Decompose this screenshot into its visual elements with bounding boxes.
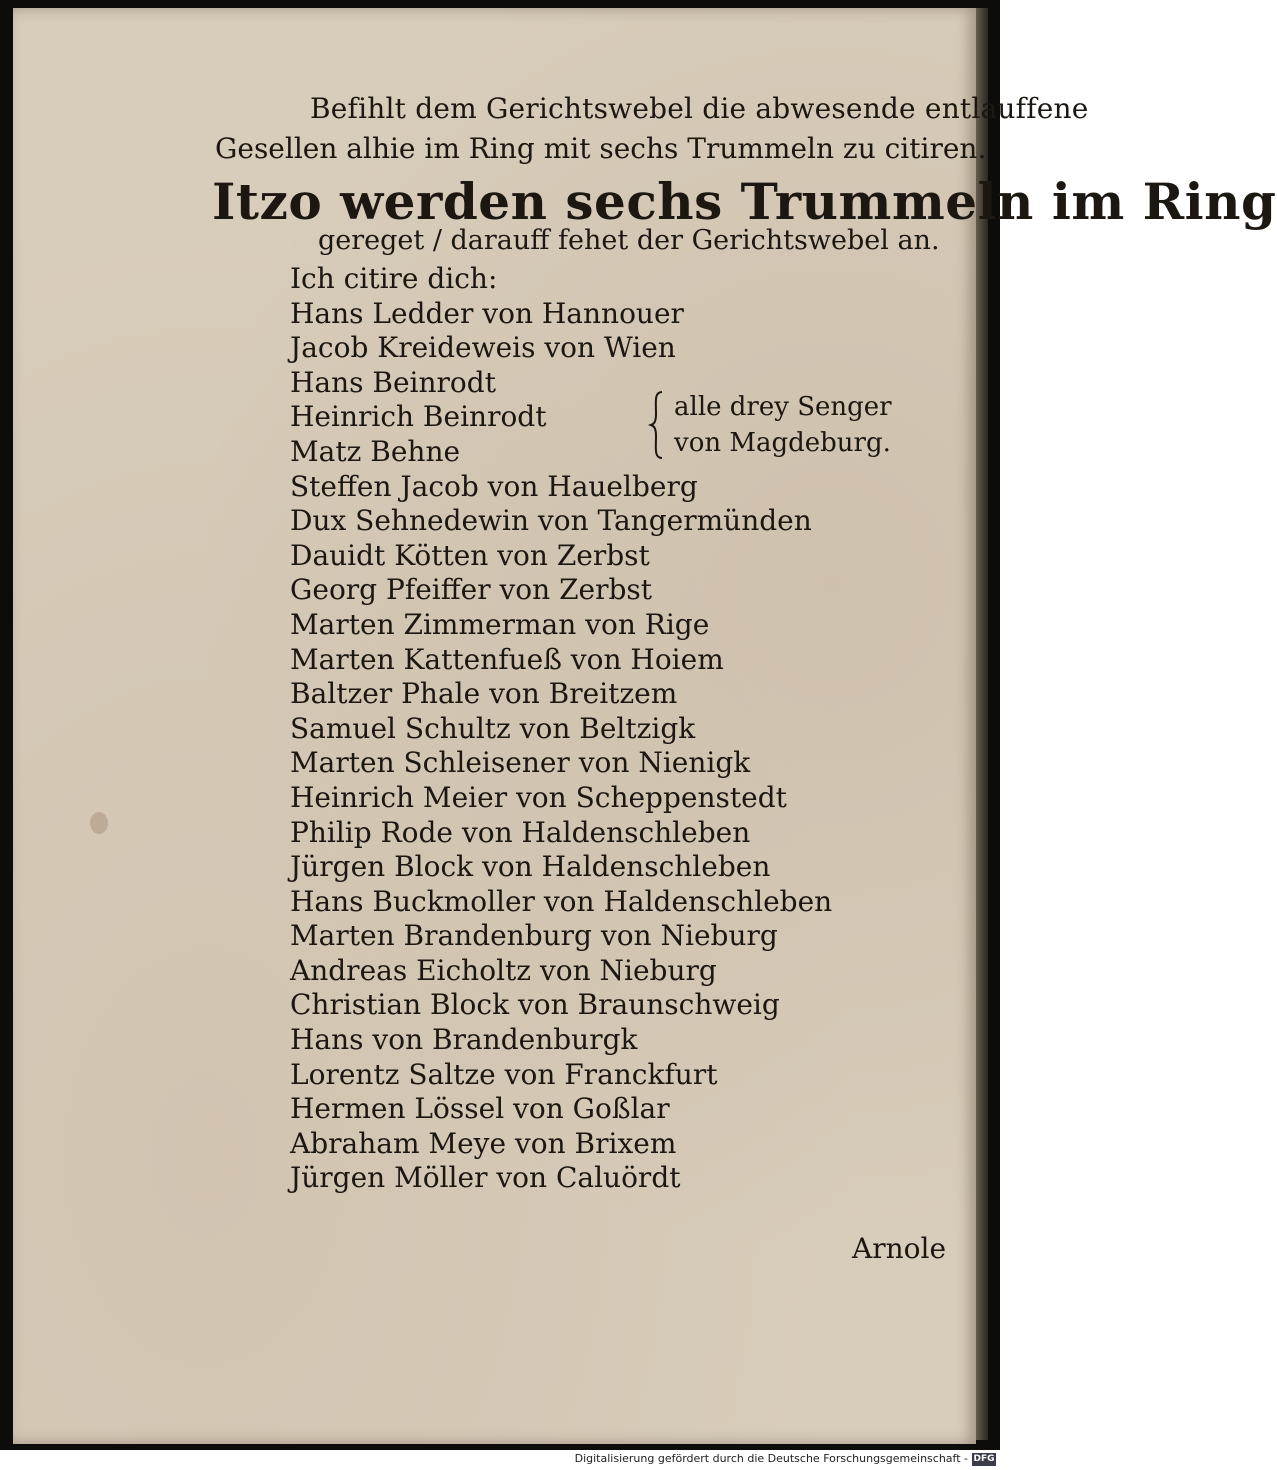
- name-entry: Jürgen Möller von Caluördt: [290, 1161, 681, 1195]
- name-entry: Steffen Jacob von Hauelberg: [290, 469, 698, 503]
- bracket-note-line-2: von Magdeburg.: [674, 428, 891, 458]
- name-entry: Hans Buckmoller von Haldenschleben: [290, 884, 833, 918]
- name-entry: Jürgen Block von Haldenschleben: [290, 850, 771, 884]
- name-entry: Matz Behne: [290, 434, 461, 468]
- name-entry: Andreas Eicholtz von Nieburg: [290, 953, 717, 987]
- name-entry: Hans von Brandenburgk: [290, 1023, 638, 1057]
- bracket-note-line-1: alle drey Senger: [674, 392, 892, 422]
- name-entry: Christian Block von Braunschweig: [290, 988, 780, 1022]
- name-entry: Hans Beinrodt: [290, 365, 496, 399]
- paper-stain: [90, 812, 108, 834]
- name-entry: Jacob Kreideweis von Wien: [290, 331, 676, 365]
- name-entry: Hermen Lössel von Goßlar: [290, 1092, 670, 1126]
- name-entry: Marten Zimmerman von Rige: [290, 607, 710, 641]
- name-entry: Dauidt Kötten von Zerbst: [290, 538, 650, 572]
- dfg-logo-icon: DFG: [973, 1454, 995, 1464]
- name-entry: Abraham Meye von Brixem: [290, 1126, 677, 1160]
- stage-direction-line: gereget / darauff fehet der Gerichtswebel an.: [318, 225, 940, 256]
- name-entry: Marten Brandenburg von Nieburg: [290, 919, 778, 953]
- name-entry: Baltzer Phale von Breitzem: [290, 677, 678, 711]
- name-entry: Marten Kattenfueß von Hoiem: [290, 642, 724, 676]
- instruction-line-2: Gesellen alhie im Ring mit sechs Trummeln zu citiren.: [215, 132, 987, 165]
- curly-brace-icon: [650, 390, 664, 460]
- name-entry: Hans Ledder von Hannouer: [290, 296, 684, 330]
- stage-direction-heading: Itzo werden sechs Trummeln im Ring: [212, 172, 1277, 231]
- name-entry: Lorentz Saltze von Franckfurt: [290, 1057, 718, 1091]
- name-entry: Georg Pfeiffer von Zerbst: [290, 573, 653, 607]
- name-entry: Heinrich Meier von Scheppenstedt: [290, 780, 787, 814]
- footer-bar: [0, 1450, 1000, 1470]
- instruction-line-1: Befihlt dem Gerichtswebel die abwesende entlauffene: [310, 92, 1089, 125]
- name-entry: Heinrich Beinrodt: [290, 400, 547, 434]
- name-entry: Samuel Schultz von Beltzigk: [290, 711, 696, 745]
- citation-intro: Ich citire dich:: [290, 262, 498, 295]
- name-entry: Marten Schleisener von Nienigk: [290, 746, 751, 780]
- funding-credit: Digitalisierung gefördert durch die Deutsche Forschungsgemeinschaft -: [574, 1452, 968, 1465]
- catchword: Arnole: [852, 1232, 947, 1265]
- name-entry: Dux Sehnedewin von Tangermünden: [290, 504, 812, 538]
- name-entry: Philip Rode von Haldenschleben: [290, 815, 751, 849]
